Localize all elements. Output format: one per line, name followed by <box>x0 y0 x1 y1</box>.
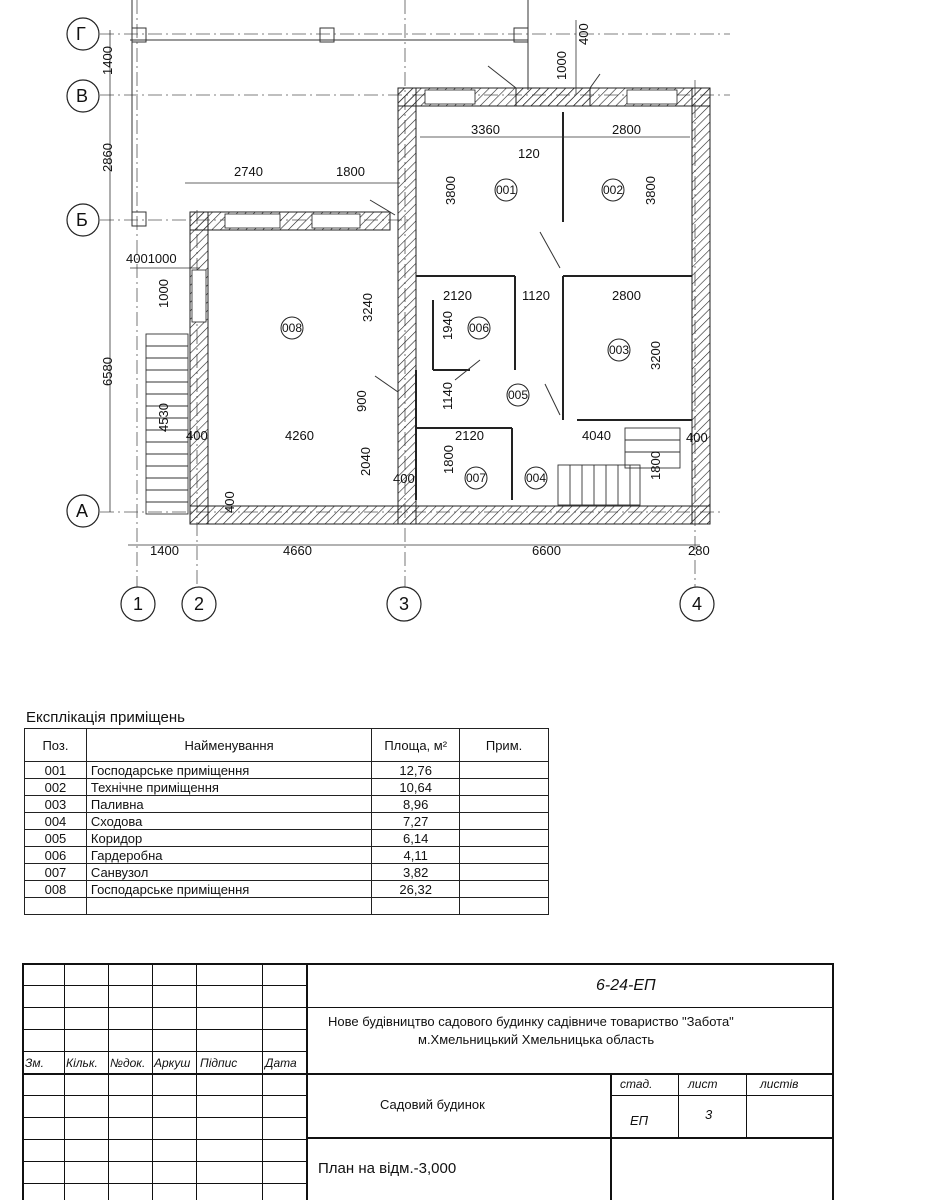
svg-text:2120: 2120 <box>443 288 472 303</box>
col-name: Найменування <box>86 729 371 762</box>
dim-2860: 2860 <box>100 143 115 172</box>
svg-text:400: 400 <box>686 430 708 445</box>
axis-bubbles <box>67 18 714 621</box>
sheet-title: План на відм.-3,000 <box>318 1160 457 1177</box>
sheet-value: 3 <box>705 1107 713 1122</box>
dim-2740: 2740 <box>234 164 263 179</box>
axis-col-4: 4 <box>692 594 703 614</box>
svg-text:4260: 4260 <box>285 428 314 443</box>
sheets-label: листів <box>760 1077 799 1091</box>
dim-1000-left: 1000 <box>156 279 171 308</box>
svg-text:3800: 3800 <box>443 176 458 205</box>
svg-text:3240: 3240 <box>360 293 375 322</box>
dim-4530: 4530 <box>156 403 171 432</box>
axis-col-1: 1 <box>133 594 144 614</box>
svg-text:3800: 3800 <box>643 176 658 205</box>
col-data: Дата <box>265 1056 297 1070</box>
table-row: 004 Сходова 7,27 <box>25 813 549 830</box>
room-006: 006 <box>469 321 490 335</box>
dim-120: 120 <box>518 146 540 161</box>
col-arkush: Аркуш <box>154 1056 191 1070</box>
svg-text:1940: 1940 <box>440 311 455 340</box>
room-002: 002 <box>603 183 624 197</box>
dim-6600: 6600 <box>532 543 561 558</box>
axis-row-g: Г <box>76 24 86 44</box>
table-header <box>25 729 549 762</box>
svg-text:4040: 4040 <box>582 428 611 443</box>
axis-row-v: В <box>76 86 89 106</box>
col-pos: Поз. <box>25 729 87 762</box>
axis-col-2: 2 <box>194 594 205 614</box>
svg-text:2800: 2800 <box>612 288 641 303</box>
dim-1800-top: 1800 <box>336 164 365 179</box>
svg-text:3200: 3200 <box>648 341 663 370</box>
col-ndok: №док. <box>110 1056 146 1070</box>
col-kilk: Кільк. <box>66 1056 98 1070</box>
table-row: 005 Коридор 6,14 <box>25 830 549 847</box>
svg-text:400: 400 <box>222 491 237 513</box>
dim-1000-top: 1000 <box>554 51 569 80</box>
table-row: 008 Господарське приміщення 26,32 <box>25 881 549 898</box>
dim-1400-left: 1400 <box>100 46 115 75</box>
room-005: 005 <box>508 388 529 402</box>
svg-text:1800: 1800 <box>648 451 663 480</box>
svg-text:1140: 1140 <box>440 382 455 410</box>
dim-2800-top: 2800 <box>612 122 641 137</box>
axis-row-b: Б <box>76 210 88 230</box>
stage-value: ЕП <box>630 1113 649 1128</box>
svg-text:400: 400 <box>393 471 415 486</box>
room-001: 001 <box>496 183 517 197</box>
table-row: 003 Паливна 8,96 <box>25 796 549 813</box>
col-area: Площа, м² <box>372 729 460 762</box>
dim-1400-bottom: 1400 <box>150 543 179 558</box>
table-row: 007 Санвузол 3,82 <box>25 864 549 881</box>
project-line-1: Нове будівництво садового будинку садівниче товариство "Забота" <box>328 1014 734 1029</box>
dim-400-top: 400 <box>576 23 591 45</box>
room-004: 004 <box>526 471 547 485</box>
sheet-label: лист <box>688 1077 718 1091</box>
dim-280: 280 <box>688 543 710 558</box>
axis-row-a: А <box>76 501 89 521</box>
dim-4001000: 4001000 <box>126 251 177 266</box>
dim-4660: 4660 <box>283 543 312 558</box>
dim-3360: 3360 <box>471 122 500 137</box>
explication-title: Експлікація приміщень <box>26 709 185 726</box>
building-name: Садовий будинок <box>380 1097 485 1112</box>
room-007: 007 <box>466 471 487 485</box>
col-pidpys: Підпис <box>200 1056 238 1070</box>
stage-label: стад. <box>620 1077 653 1091</box>
explication-table <box>24 728 549 915</box>
col-zm: Зм. <box>25 1056 44 1070</box>
svg-text:900: 900 <box>354 390 369 412</box>
dim-6580: 6580 <box>100 357 115 386</box>
svg-text:2120: 2120 <box>455 428 484 443</box>
svg-text:2040: 2040 <box>358 447 373 476</box>
table-row-empty <box>25 898 549 915</box>
svg-text:400: 400 <box>186 428 208 443</box>
doc-code: 6-24-ЕП <box>596 977 656 994</box>
col-note: Прим. <box>460 729 549 762</box>
windows <box>192 90 677 322</box>
table-row: 001 Господарське приміщення 12,76 <box>25 762 549 779</box>
table-row: 006 Гардеробна 4,11 <box>25 847 549 864</box>
svg-text:1120: 1120 <box>522 288 550 303</box>
table-row: 002 Технічне приміщення 10,64 <box>25 779 549 796</box>
svg-text:1800: 1800 <box>441 445 456 474</box>
room-008: 008 <box>282 321 303 335</box>
room-003: 003 <box>609 343 630 357</box>
project-line-2: м.Хмельницький Хмельницька область <box>418 1032 655 1047</box>
title-block <box>22 963 834 1200</box>
axis-col-3: 3 <box>399 594 410 614</box>
